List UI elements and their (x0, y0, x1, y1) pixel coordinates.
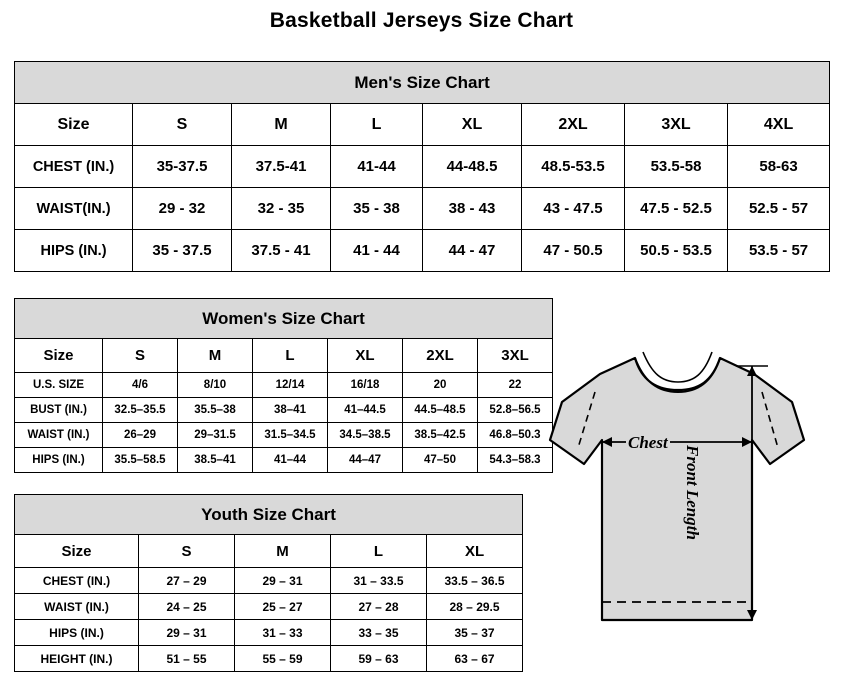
table-cell: 53.5 - 57 (728, 230, 830, 272)
table-cell: 29–31.5 (178, 423, 253, 448)
table-cell: 41-44 (331, 146, 423, 188)
table-cell: 31 – 33.5 (331, 568, 427, 594)
table-cell: 43 - 47.5 (522, 188, 625, 230)
col-header: L (331, 535, 427, 568)
table-cell: 47–50 (403, 448, 478, 473)
table-cell: 38–41 (253, 398, 328, 423)
col-header: L (253, 339, 328, 373)
youth-caption: Youth Size Chart (15, 495, 523, 535)
table-row (15, 448, 553, 473)
table-caption-row (15, 299, 553, 339)
womens-size-chart (14, 298, 552, 473)
row-label: CHEST (IN.) (15, 146, 133, 188)
table-cell: 44-48.5 (423, 146, 522, 188)
col-header: 2XL (403, 339, 478, 373)
youth-size-table (14, 494, 523, 672)
table-cell: 12/14 (253, 373, 328, 398)
youth-size-chart (14, 494, 522, 672)
table-cell: 34.5–38.5 (328, 423, 403, 448)
table-cell: 33.5 – 36.5 (427, 568, 523, 594)
col-header: M (178, 339, 253, 373)
table-cell: 33 – 35 (331, 620, 427, 646)
table-cell: 38.5–42.5 (403, 423, 478, 448)
table-cell: 35.5–38 (178, 398, 253, 423)
table-row (15, 188, 830, 230)
col-header: XL (423, 104, 522, 146)
table-cell: 27 – 28 (331, 594, 427, 620)
table-cell: 32.5–35.5 (103, 398, 178, 423)
table-row (15, 594, 523, 620)
table-cell: 63 – 67 (427, 646, 523, 672)
table-cell: 26–29 (103, 423, 178, 448)
table-cell: 38.5–41 (178, 448, 253, 473)
col-header: 3XL (478, 339, 553, 373)
table-row (15, 423, 553, 448)
table-cell: 29 - 32 (133, 188, 232, 230)
table-cell: 20 (403, 373, 478, 398)
col-header: L (331, 104, 423, 146)
table-cell: 53.5-58 (625, 146, 728, 188)
col-header: S (103, 339, 178, 373)
table-cell: 35 – 37 (427, 620, 523, 646)
table-header-row (15, 339, 553, 373)
table-row (15, 373, 553, 398)
table-cell: 35.5–58.5 (103, 448, 178, 473)
col-header: 4XL (728, 104, 830, 146)
table-row (15, 646, 523, 672)
table-caption-row (15, 495, 523, 535)
col-header: Size (15, 104, 133, 146)
table-cell: 31 – 33 (235, 620, 331, 646)
womens-caption: Women's Size Chart (15, 299, 553, 339)
row-label: U.S. SIZE (15, 373, 103, 398)
col-header: M (235, 535, 331, 568)
col-header: S (133, 104, 232, 146)
table-cell: 24 – 25 (139, 594, 235, 620)
col-header: 2XL (522, 104, 625, 146)
mens-size-chart (14, 61, 829, 272)
table-cell: 38 - 43 (423, 188, 522, 230)
row-label: HIPS (IN.) (15, 620, 139, 646)
table-cell: 54.3–58.3 (478, 448, 553, 473)
row-label: WAIST (IN.) (15, 423, 103, 448)
womens-size-table (14, 298, 553, 473)
mens-size-table (14, 61, 830, 272)
table-cell: 16/18 (328, 373, 403, 398)
table-row (15, 146, 830, 188)
jersey-measurement-diagram (540, 330, 840, 670)
front-length-label: Front Length (683, 445, 702, 540)
table-cell: 35-37.5 (133, 146, 232, 188)
table-cell: 47 - 50.5 (522, 230, 625, 272)
table-cell: 32 - 35 (232, 188, 331, 230)
col-header: Size (15, 339, 103, 373)
table-cell: 50.5 - 53.5 (625, 230, 728, 272)
page-title: Basketball Jerseys Size Chart (269, 9, 574, 32)
table-cell: 29 – 31 (139, 620, 235, 646)
row-label: HIPS (IN.) (15, 230, 133, 272)
table-cell: 8/10 (178, 373, 253, 398)
table-row (15, 398, 553, 423)
row-label: WAIST (IN.) (15, 594, 139, 620)
table-cell: 58-63 (728, 146, 830, 188)
row-label: HEIGHT (IN.) (15, 646, 139, 672)
table-cell: 29 – 31 (235, 568, 331, 594)
col-header: 3XL (625, 104, 728, 146)
col-header: XL (328, 339, 403, 373)
table-header-row (15, 535, 523, 568)
row-label: CHEST (IN.) (15, 568, 139, 594)
table-cell: 44 - 47 (423, 230, 522, 272)
table-cell: 25 – 27 (235, 594, 331, 620)
row-label: BUST (IN.) (15, 398, 103, 423)
table-cell: 52.5 - 57 (728, 188, 830, 230)
col-header: M (232, 104, 331, 146)
table-cell: 44–47 (328, 448, 403, 473)
table-cell: 27 – 29 (139, 568, 235, 594)
table-cell: 46.8–50.3 (478, 423, 553, 448)
col-header: S (139, 535, 235, 568)
chest-label: Chest (628, 433, 668, 452)
table-cell: 41 - 44 (331, 230, 423, 272)
row-label: HIPS (IN.) (15, 448, 103, 473)
table-row (15, 568, 523, 594)
table-cell: 59 – 63 (331, 646, 427, 672)
table-row (15, 620, 523, 646)
table-cell: 35 - 37.5 (133, 230, 232, 272)
table-cell: 51 – 55 (139, 646, 235, 672)
table-cell: 28 – 29.5 (427, 594, 523, 620)
table-cell: 48.5-53.5 (522, 146, 625, 188)
table-cell: 22 (478, 373, 553, 398)
table-cell: 31.5–34.5 (253, 423, 328, 448)
mens-caption: Men's Size Chart (15, 62, 830, 104)
table-cell: 52.8–56.5 (478, 398, 553, 423)
col-header: XL (427, 535, 523, 568)
table-cell: 44.5–48.5 (403, 398, 478, 423)
table-cell: 55 – 59 (235, 646, 331, 672)
col-header: Size (15, 535, 139, 568)
table-cell: 41–44 (253, 448, 328, 473)
table-cell: 4/6 (103, 373, 178, 398)
table-cell: 41–44.5 (328, 398, 403, 423)
table-cell: 37.5 - 41 (232, 230, 331, 272)
row-label: WAIST(IN.) (15, 188, 133, 230)
table-cell: 35 - 38 (331, 188, 423, 230)
table-caption-row (15, 62, 830, 104)
table-cell: 37.5-41 (232, 146, 331, 188)
table-header-row (15, 104, 830, 146)
table-row (15, 230, 830, 272)
table-cell: 47.5 - 52.5 (625, 188, 728, 230)
